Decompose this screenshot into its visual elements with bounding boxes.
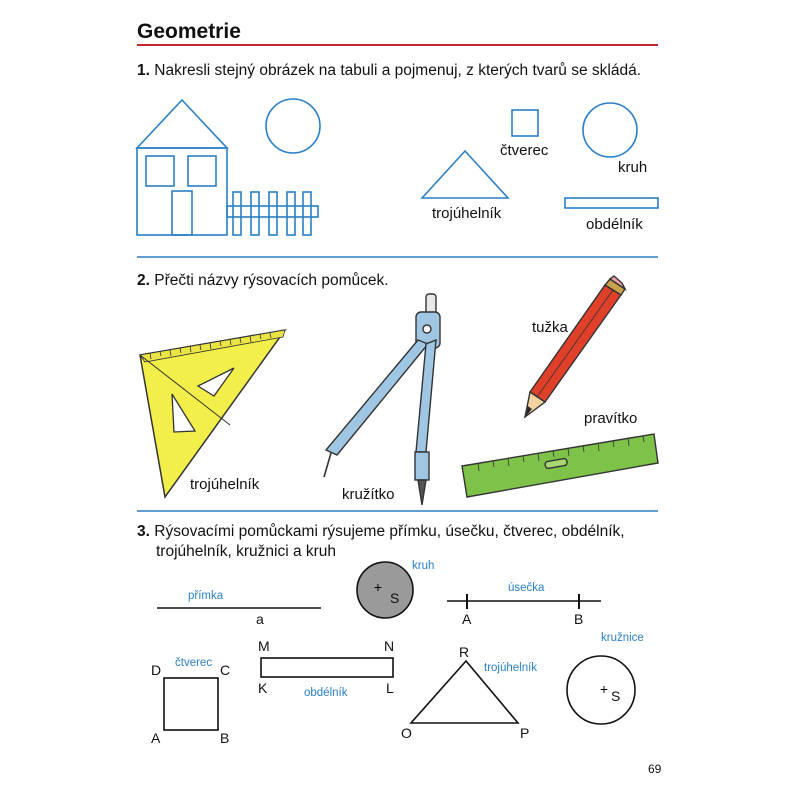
fence-pickets: [233, 192, 311, 235]
disk: [357, 562, 413, 618]
task3-instruction: [137, 523, 625, 541]
label-rect-m: M: [258, 638, 270, 654]
label-tri-r: R: [459, 644, 470, 660]
label-segment: úsečka: [508, 582, 545, 594]
sample-triangle: [422, 151, 508, 198]
label-triangle: trojúhelník: [432, 205, 502, 222]
label-tri-o: O: [401, 725, 412, 741]
label-square-3: čtverec: [175, 657, 213, 669]
label-square-c: C: [220, 662, 231, 678]
square-abcd: [164, 678, 218, 730]
task3-number: 3.: [137, 523, 150, 540]
task2-text: Přečti názvy rýsovacích pomůcek.: [154, 272, 389, 289]
label-segment-a: A: [462, 611, 472, 627]
task1-text: Nakresli stejný obrázek na tabuli a pojmenuj, z kterých tvarů se skládá.: [154, 62, 642, 79]
label-circle-3: kružnice: [601, 632, 644, 644]
label-disk: kruh: [412, 560, 435, 572]
sample-circle: [583, 103, 637, 157]
task3-text-line2: trojúhelník, kružnici a kruh: [156, 543, 337, 560]
label-triangle-3: trojúhelník: [484, 662, 538, 674]
label-rectangle: obdélník: [586, 216, 643, 233]
house-window-right: [188, 156, 216, 186]
house-roof: [137, 100, 227, 148]
label-set-square: trojúhelník: [190, 476, 260, 493]
label-rect-n: N: [384, 638, 395, 654]
rectangle-klmn: [261, 658, 393, 677]
house-drawing: [137, 99, 320, 235]
disk-center-mark: +: [373, 579, 383, 595]
task2-instruction: [137, 272, 389, 290]
label-circle-center: S: [611, 688, 621, 704]
house-door: [172, 191, 192, 235]
sample-rectangle: [565, 198, 658, 208]
label-compass: kružítko: [342, 486, 395, 503]
label-square-d: D: [151, 662, 162, 678]
task1-instruction: [137, 62, 641, 80]
task2-number: 2.: [137, 272, 150, 289]
set-square-illustration: [140, 330, 285, 497]
label-tri-p: P: [520, 725, 530, 741]
label-line-name: a: [256, 611, 264, 627]
label-square: čtverec: [500, 142, 549, 159]
label-line: přímka: [188, 590, 224, 602]
pencil-illustration: [525, 276, 625, 417]
label-rectangle-3: obdélník: [304, 687, 348, 699]
compass-illustration: [324, 294, 440, 505]
label-rect-l: L: [386, 680, 394, 696]
ruler-illustration: [462, 434, 658, 497]
sample-square: [512, 110, 538, 136]
circle-center-mark: +: [599, 681, 609, 697]
segment-ab: [447, 594, 601, 609]
label-circle: kruh: [618, 159, 648, 176]
label-ruler: pravítko: [584, 410, 638, 427]
label-square-a: A: [151, 730, 161, 746]
page-number: 69: [648, 762, 662, 776]
label-rect-k: K: [258, 680, 268, 696]
page-title: Geometrie: [137, 20, 241, 43]
label-square-b: B: [220, 730, 230, 746]
house-window-left: [146, 156, 174, 186]
label-disk-center: S: [390, 590, 400, 606]
house-sun: [266, 99, 320, 153]
label-pencil: tužka: [532, 319, 568, 336]
task1-number: 1.: [137, 62, 150, 79]
label-segment-b: B: [574, 611, 584, 627]
task3-text-line1: Rýsovacími pomůckami rýsujeme přímku, úsečku, čtverec, obdélník,: [154, 523, 625, 540]
